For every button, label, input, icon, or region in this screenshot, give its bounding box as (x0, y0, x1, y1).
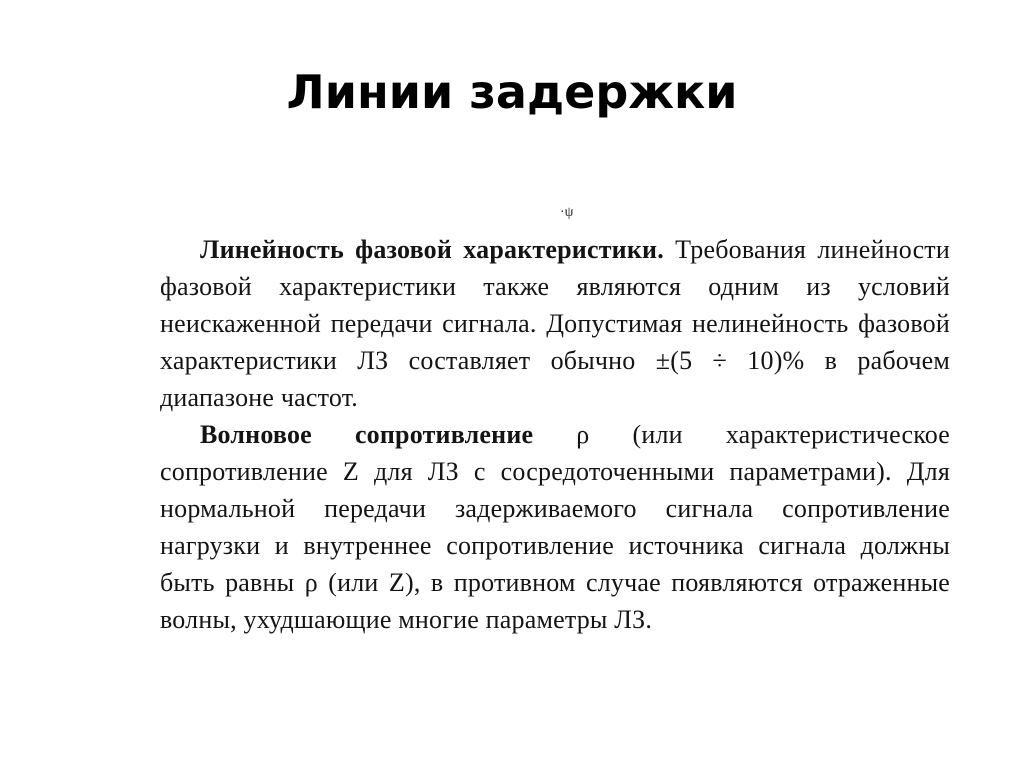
paragraph-lead: Линейность фазовой характеристики. (200, 235, 664, 264)
paragraph-phase-linearity (160, 231, 950, 416)
corner-mark: ·ψ (560, 205, 574, 220)
paragraph-body: Требования линейности фазовой характеристики также являются одним из условий неискаженной передачи сигнала. Допустимая нелинейность фазовой характеристики ЛЗ составляет обычно ±(5 ÷ 10)% в рабочем диапазоне частот. (160, 235, 950, 412)
paragraph-body: ρ (или характеристическое сопротивление Z для ЛЗ с сосредоточенными параметрами). Для нормальной передачи задерживаемого сигнала сопротивление нагрузки и внутреннее сопротивление источника сигнала должны быть равны ρ (или Z), в противном случае появляются отраженные волны, ухудшающие многие параметры ЛЗ. (160, 420, 950, 634)
slide-title: Линии задержки (286, 65, 738, 119)
scanned-text-block (160, 205, 960, 665)
paragraph-lead: Волновое сопротивление (200, 420, 534, 449)
paragraph-wave-impedance (160, 416, 950, 638)
